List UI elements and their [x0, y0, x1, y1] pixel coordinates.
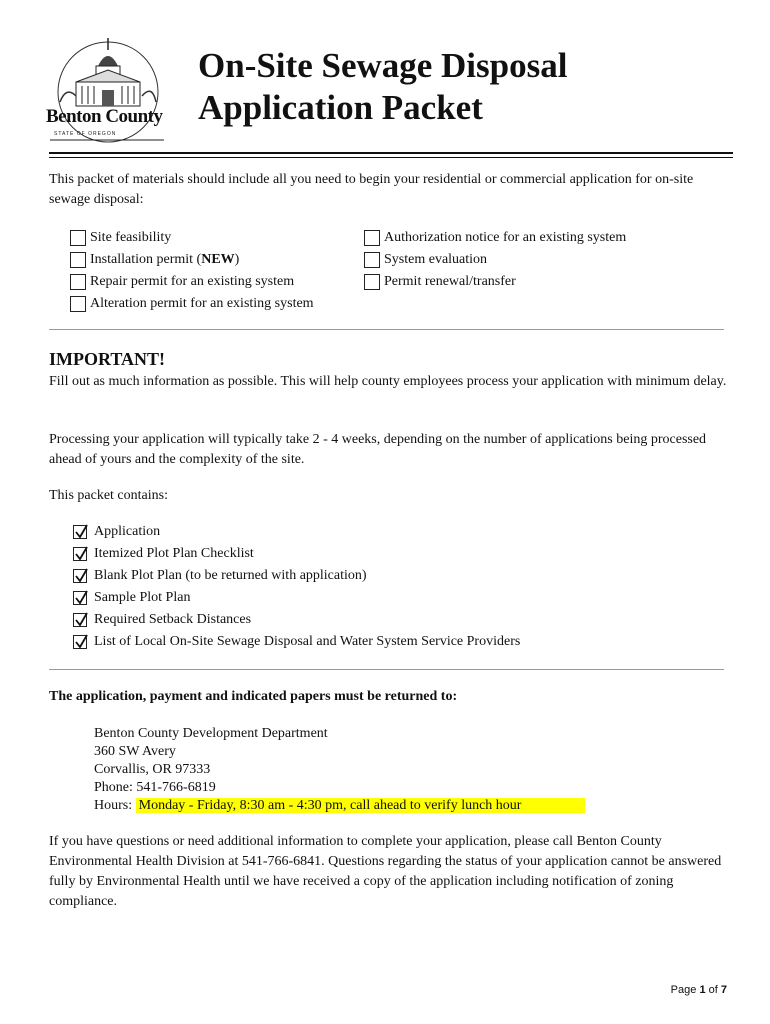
ballot-box-with-check-icon	[73, 547, 87, 561]
logo-wordmark: Benton County	[46, 106, 163, 127]
list-item	[73, 610, 251, 630]
list-item	[73, 566, 367, 586]
checkbox-label: Site feasibility	[90, 230, 172, 245]
hours-label: Hours:	[94, 798, 133, 813]
checkbox-label: Permit renewal/transfer	[384, 274, 516, 289]
list-item	[73, 588, 190, 608]
benton-county-logo	[46, 36, 168, 148]
list-item-label: Application	[94, 524, 161, 539]
address-street: 360 SW Avery	[94, 744, 176, 759]
checkbox-alteration-permit[interactable]	[70, 294, 314, 314]
page-title	[198, 45, 567, 129]
empty-checkbox-icon[interactable]	[70, 252, 86, 268]
checkbox-authorization-notice[interactable]	[364, 228, 626, 248]
list-item	[73, 522, 160, 542]
list-item	[73, 544, 254, 564]
list-item	[73, 632, 520, 652]
header-rule-thick	[49, 152, 733, 154]
important-paragraph-2: Processing your application will typically take 2 - 4 weeks, depending on the number of applications being processed ahead of yours and the complexity of the site.	[49, 432, 707, 467]
empty-checkbox-icon[interactable]	[364, 230, 380, 246]
hours-highlight: Monday - Friday, 8:30 am - 4:30 pm, call ahead to verify lunch hour	[136, 798, 586, 813]
return-heading: The application, payment and indicated papers must be returned to:	[49, 689, 458, 704]
contents-intro: This packet contains:	[49, 488, 168, 503]
checkbox-system-evaluation[interactable]	[364, 250, 487, 270]
section-divider	[49, 329, 724, 330]
checkbox-site-feasibility[interactable]	[70, 228, 171, 248]
list-item-label: Sample Plot Plan	[94, 590, 191, 605]
ballot-box-with-check-icon	[73, 591, 87, 605]
ballot-box-with-check-icon	[73, 635, 87, 649]
questions-paragraph: If you have questions or need additional information to complete your application, please call Benton County Environmental Health Division at 541-766-6841. Questions regarding the status of your application cannot be answered fully by Environmental Health until we have received a copy of the application including notification of zoning compliance.	[49, 834, 722, 909]
empty-checkbox-icon[interactable]	[70, 296, 86, 312]
empty-checkbox-icon[interactable]	[364, 252, 380, 268]
address-phone: Phone: 541-766-6819	[94, 780, 216, 795]
list-item-label: Blank Plot Plan (to be returned with application)	[94, 568, 367, 583]
title-line-2: Application Packet	[198, 88, 483, 127]
ballot-box-with-check-icon	[73, 613, 87, 627]
list-item-label: List of Local On-Site Sewage Disposal and Water System Service Providers	[94, 634, 521, 649]
intro-paragraph: This packet of materials should include all you need to begin your residential or commercial application for on-site sewage disposal:	[49, 172, 694, 207]
empty-checkbox-icon[interactable]	[70, 274, 86, 290]
list-item-label: Itemized Plot Plan Checklist	[94, 546, 254, 561]
checkbox-label: Installation permit (NEW)	[90, 252, 240, 267]
ballot-box-with-check-icon	[73, 569, 87, 583]
empty-checkbox-icon[interactable]	[70, 230, 86, 246]
address-hours	[94, 797, 585, 815]
checkbox-permit-renewal[interactable]	[364, 272, 516, 292]
list-item-label: Required Setback Distances	[94, 612, 252, 627]
header-rule-thin	[49, 157, 733, 158]
important-paragraph-1: Fill out as much information as possible. This will help county employees process your application with minimum delay.	[49, 374, 727, 389]
page-number: Page 1 of 7	[670, 984, 727, 996]
logo-subtext: STATE OF OREGON	[54, 131, 117, 137]
title-line-1: On-Site Sewage Disposal	[198, 46, 568, 85]
checkbox-label: Repair permit for an existing system	[90, 274, 295, 289]
checkbox-installation-permit[interactable]	[70, 250, 239, 270]
important-heading: IMPORTANT!	[49, 349, 166, 369]
empty-checkbox-icon[interactable]	[364, 274, 380, 290]
checkbox-label: Alteration permit for an existing system	[90, 296, 314, 311]
address-department: Benton County Development Department	[94, 726, 328, 741]
ballot-box-with-check-icon	[73, 525, 87, 539]
section-divider	[49, 669, 724, 670]
checkbox-repair-permit[interactable]	[70, 272, 294, 292]
checkbox-label: System evaluation	[384, 252, 488, 267]
checkbox-label: Authorization notice for an existing system	[384, 230, 627, 245]
address-city: Corvallis, OR 97333	[94, 762, 211, 777]
